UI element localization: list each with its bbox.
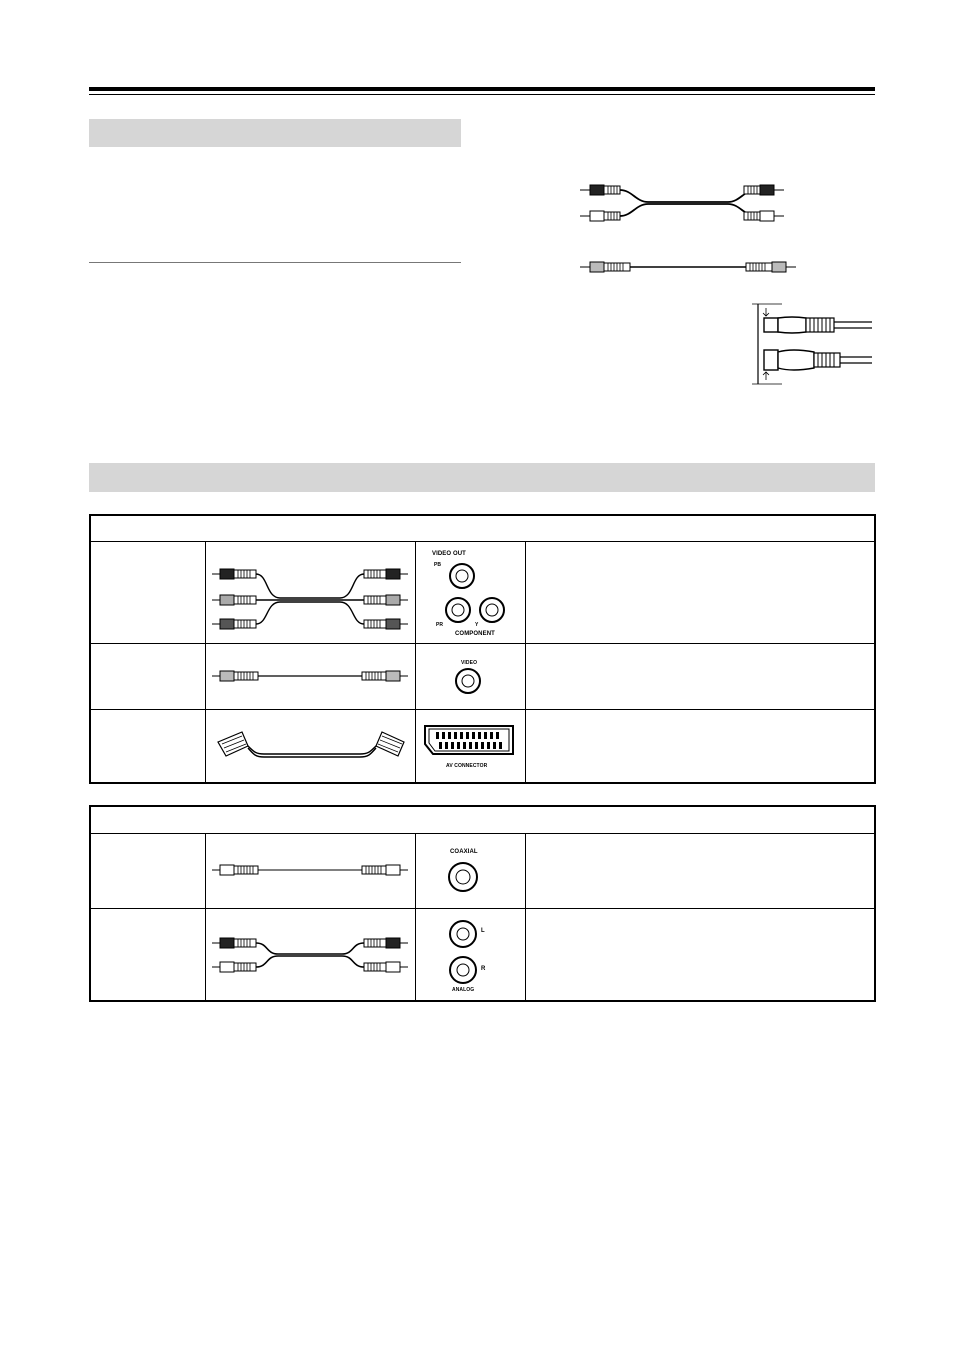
section-heading-band-left: [89, 119, 461, 147]
scart-jack-icon: [423, 722, 515, 760]
cable-plug-left-white: [580, 211, 620, 221]
cable-plug-right-white: [744, 211, 784, 221]
jack-pb-icon: [450, 564, 474, 588]
plug-insertion-illustration: [752, 298, 877, 390]
top-rule: [89, 87, 875, 91]
stereo-audio-cable-illustration: [580, 180, 800, 280]
jack-label-r: R: [481, 966, 486, 972]
jack-l-icon: [450, 921, 476, 947]
jack-label-analog: ANALOG: [452, 987, 475, 993]
jack-label-pb: PB: [434, 562, 442, 568]
component-jacks: [440, 560, 510, 630]
jack-pr-icon: [446, 598, 470, 622]
jack-label-av-connector: AV CONNECTOR: [446, 763, 488, 769]
jack-label-l: L: [481, 928, 485, 934]
audio-table-header: [91, 807, 874, 834]
jack-label-coaxial: COAXIAL: [450, 849, 478, 855]
jack-video-icon: [452, 666, 484, 698]
jack-y-icon: [480, 598, 504, 622]
audio-connection-table: [89, 805, 876, 1002]
cable-plug-left-red: [580, 185, 620, 195]
scart-cable-illustration: [216, 728, 406, 762]
jack-r-icon: [450, 957, 476, 983]
jack-label-video-out: VIDEO OUT: [432, 551, 466, 557]
jack-label-pr: PR: [436, 622, 444, 628]
video-cable-illustration: [212, 668, 408, 684]
jack-label-video: VIDEO: [461, 660, 478, 666]
jack-label-y: Y: [475, 622, 479, 628]
coaxial-cable-illustration: [212, 862, 408, 878]
plug-lower: [764, 350, 872, 370]
video-table-header: [91, 516, 874, 542]
top-rule-thin: [89, 94, 875, 95]
plug-upper: [764, 317, 872, 333]
jack-label-component: COMPONENT: [455, 631, 495, 637]
composite-video-cable-illustration: [580, 262, 796, 272]
section-heading-band-full: [89, 463, 875, 492]
column-divider: [89, 262, 461, 263]
cable-plug-right-red: [744, 185, 784, 195]
analog-jacks: [446, 918, 482, 990]
analog-audio-cable-illustration: [212, 936, 408, 972]
component-video-cable-illustration: [212, 566, 408, 632]
jack-coaxial-icon: [446, 860, 482, 896]
